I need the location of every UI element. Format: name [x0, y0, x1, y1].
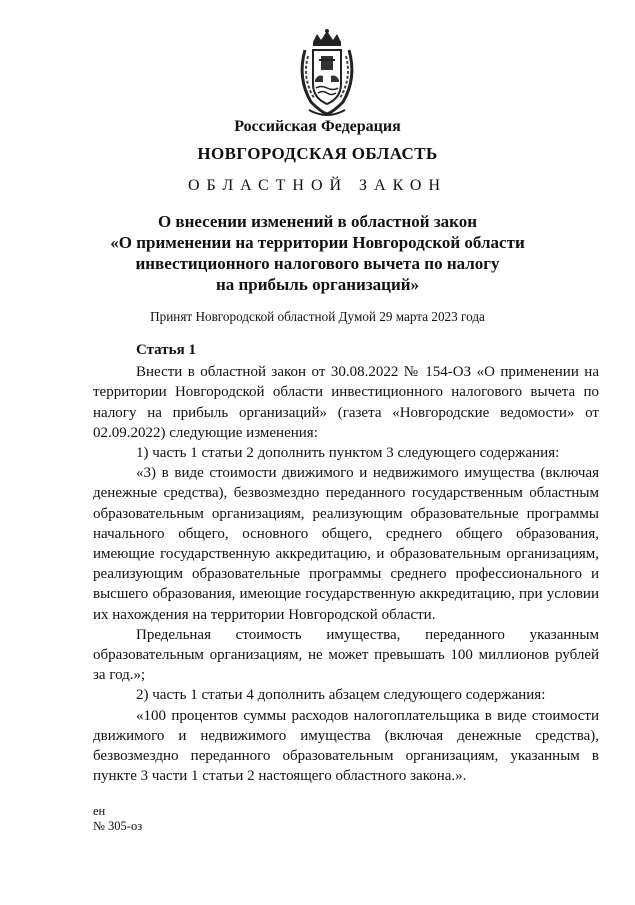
law-title-line: на прибыль организаций»	[215, 275, 420, 294]
article-paragraph: Внести в областной закон от 30.08.2022 № 154-ОЗ «О применении на территории Новгородской области инвестиционного налогового вычета по налогу на прибыль организаций» (газета «Новгородские ведомости» от 02.09.2022) следующие изменения:	[93, 364, 599, 441]
law-title-line: «О применении на территории Новгородской области	[110, 233, 525, 252]
footer-initials: ен	[93, 804, 106, 818]
law-title	[0, 211, 635, 295]
article-paragraph: Предельная стоимость имущества, переданного указанным образовательным организациям, не может превышать 100 миллионов рублей за год.»;	[93, 626, 599, 684]
law-type: ОБЛАСТНОЙ ЗАКОН	[187, 177, 447, 194]
country-name: Российская Федерация	[234, 118, 401, 135]
coat-of-arms-icon	[291, 28, 363, 118]
article-paragraph: «100 процентов суммы расходов налогоплательщика в виде стоимости движимого и недвижимого имущества (включая денежные средства), безвозмездно переданного образовательным организациям, указанным в пункте 3 части 1 статьи 2 настоящего областного закона.».	[93, 707, 599, 785]
document-footer	[93, 804, 142, 834]
region-name: НОВГОРОДСКАЯ ОБЛАСТЬ	[197, 144, 438, 163]
article-paragraph: «3) в виде стоимости движимого и недвижимого имущества (включая денежные средства), безвозмездно переданного государственным областным образовательным организациям, реализующим образовательные программы начального общего, основного общего, среднего общего образования, имеющие государственную аккредитацию, и образовательным организациям, реализующим образовательные программы среднего профессионального и высшего образования, имеющие государственную аккредитацию, при условии их нахождения на территории Новгородской области.	[93, 465, 599, 623]
law-title-line: О внесении изменений в областной закон	[157, 212, 478, 231]
law-title-line: инвестиционного налогового вычета по налогу	[135, 254, 500, 273]
article-paragraph: 1) часть 1 статьи 2 дополнить пунктом 3 следующего содержания:	[136, 445, 560, 462]
article-paragraph: 2) часть 1 статьи 4 дополнить абзацем следующего содержания:	[136, 687, 546, 704]
article-heading: Статья 1	[136, 342, 196, 358]
adoption-note: Принят Новгородской областной Думой 29 марта 2023 года	[150, 309, 485, 324]
law-number: № 305-оз	[93, 819, 143, 833]
article-body	[93, 340, 599, 786]
